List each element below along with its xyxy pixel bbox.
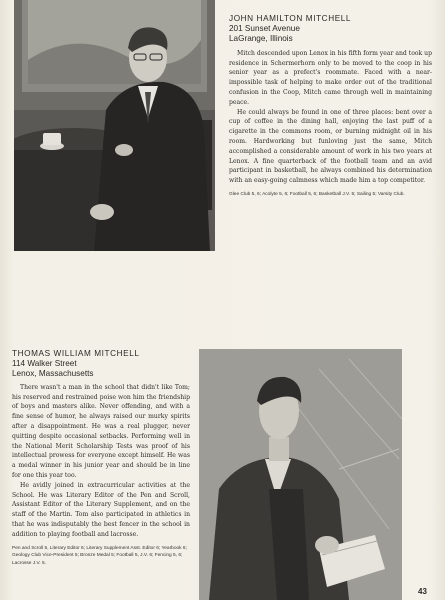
page-number: 43 xyxy=(418,587,427,596)
address-street: 201 Sunset Avenue xyxy=(229,24,300,33)
student-name: JOHN HAMILTON MITCHELL xyxy=(229,14,352,23)
entry-thomas-text xyxy=(12,349,190,567)
entry-john-text xyxy=(229,14,432,199)
portrait-photo-john xyxy=(14,0,215,251)
bio-paragraph: There wasn't a man in the school that didn't like Tom; his reserved and restrained poise won him the friendship of boys and masters alike. Never offending, and with a fine sense of humor, he always raised our murky spirits after a disappointment. He was a real plugger, never quitting despite occasional setbacks. Performing well in the National Merit Scholarship Tests was proof of his intellectual prowess for everyone except himself. He was a medal winner in his junior year and should be in line for one this year too. xyxy=(12,383,190,479)
bio-paragraph: He could always be found in one of three places: bent over a cup of coffee in the dining hall, enjoying the last puff of a cigarette in the commons room, or burning midnight oil in his room. Hardworking but funloving just the same, Mitch accomplished a considerable amount of work in his two years at Lenox. A fine quarterback of the football team and an avid participant in basketball, he always combined his determination with an easy-going calmness which made him a top competitor. xyxy=(229,108,432,185)
activities-list: Pen and Scroll 5, Literary Editor 6; Literary Supplement Asst. Editor 6; Yearbook 6; Geology Club Vice-President 5; Bronze Medal 5; Football 5, J.V. 6; Fencing 5, 6; Lacrosse J.V. 5. xyxy=(12,545,187,566)
address-street: 114 Walker Street xyxy=(12,359,77,368)
address-city: Lenox, Massachusetts xyxy=(12,369,94,379)
activities-list: Glee Club 5, 6; Acolyte 5, 6; Football 5, 6; Basketball J.V. 5; Sailing 5; Varsity Club. xyxy=(229,191,405,197)
bio-paragraph: He avidly joined in extracurricular activities at the School. He was Literary Editor of the Pen and Scroll, Assistant Editor of the Literary Supplement, and on the staff of the Martin. Tom also participated in athletics in that he was indisputably the best fencer in the school in addition to playing football and lacrosse. xyxy=(12,481,190,538)
student-name: THOMAS WILLIAM MITCHELL xyxy=(12,349,140,358)
address-city: LaGrange, Illinois xyxy=(229,34,293,44)
portrait-photo-thomas xyxy=(199,349,402,600)
bio-paragraph: Mitch descended upon Lenox in his fifth form year and took up residence in Schermerhorn only to be moved to the coop in his senior year as a prefect's roommate. Faced with a near-impossible task of helping to make order out of the traditional confusion in the Coop, Mitch came through well in maintaining peace. xyxy=(229,49,432,106)
